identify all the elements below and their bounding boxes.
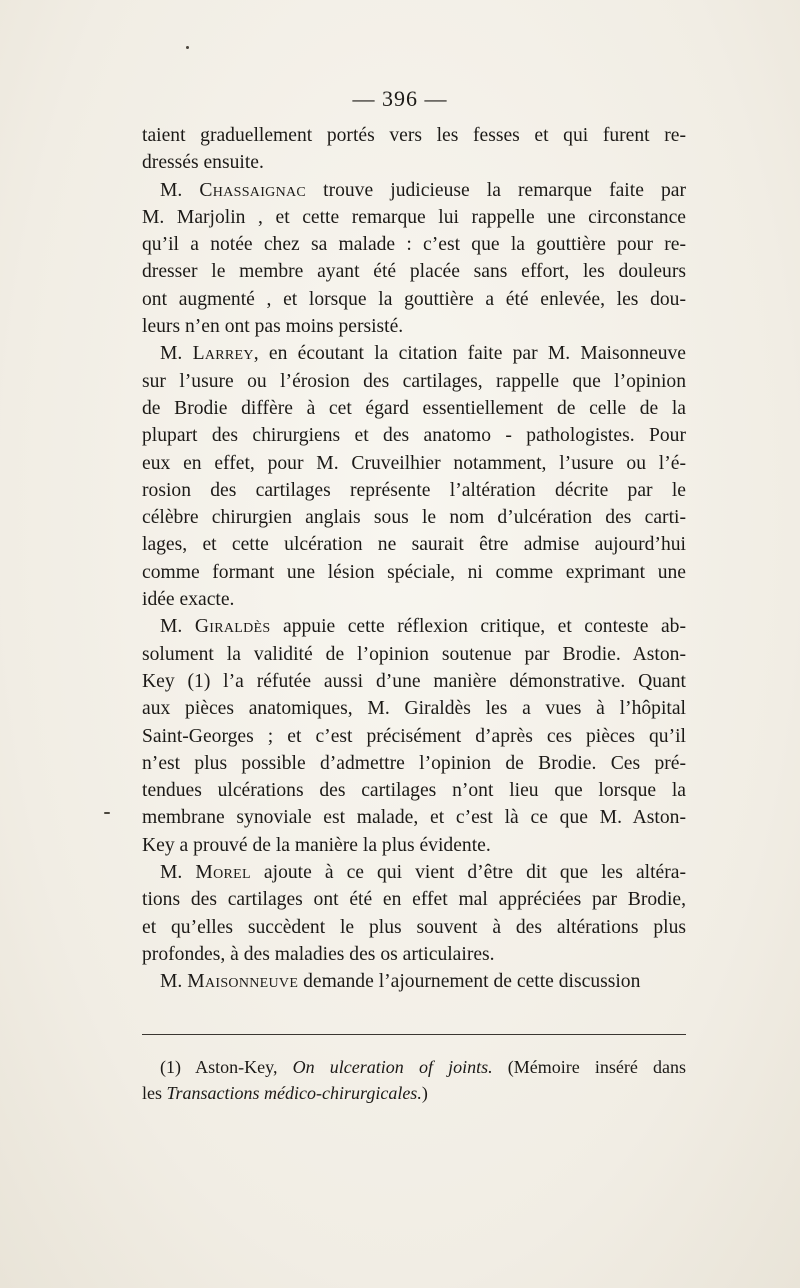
footnote-divider [142,1034,686,1035]
paper-speck [104,812,110,814]
text-line: aux pièces anatomiques, M. Giraldès les a vues à l’hôpital [142,698,686,720]
footnote-line [142,1054,686,1080]
text-line: Saint-Georges ; et c’est précisément d’après ces pièces qu’il [142,725,686,747]
paragraph-first-line [142,968,686,995]
paper-speck [186,46,189,49]
paragraph-first-line [142,177,686,204]
speaker-name: Larrey [192,343,254,365]
speaker-name: Chassaignac [199,179,307,201]
text-line: taient graduellement portés vers les fesses et qui furent re- [142,125,686,146]
footnote-title: On ulceration of joints. [292,1057,493,1077]
footnote-journal: Transactions médico-chirurgicales. [166,1083,422,1103]
text-line: Key a prouvé de la manière la plus évidente. [142,834,491,856]
footnote [142,1054,686,1106]
speaker-name: Giraldès [194,616,271,638]
paragraph-first-line [142,859,686,886]
speaker-prefix: M. [160,343,183,365]
text-line: rosion des cartilages représente l’altération décrite par le [142,479,686,501]
text-fragment: ajoute à ce qui vient d’être dit que les altéra- [250,862,686,884]
speaker-prefix: M. [160,616,183,638]
text-line: ont augmenté , et lorsque la gouttière a été enlevée, les dou- [142,288,686,310]
text-line: idée exacte. [142,589,235,611]
speaker-prefix: M. [160,179,183,201]
text-line: comme formant une lésion spéciale, ni comme exprimant une [142,561,686,583]
text-fragment: , en écoutant la citation faite par M. Maisonneuve [253,343,686,365]
text-line: leurs n’en ont pas moins persisté. [142,316,404,338]
body-text [142,122,686,996]
text-line: dressés ensuite. [142,152,264,174]
text-line: plupart des chirurgiens et des anatomo - pathologistes. Pour [142,425,686,447]
text-fragment: trouve judicieuse la remarque faite par [306,179,686,201]
footnote-text: les [142,1083,162,1103]
speaker-name: Maisonneuve [187,971,299,993]
text-line: de Brodie diffère à cet égard essentiellement de celle de la [142,397,686,419]
text-line: lages, et cette ulcération ne saurait être admise aujourd’hui [142,534,686,556]
text-line: Key (1) l’a réfutée aussi d’une manière démonstrative. Quant [142,670,686,692]
text-fragment: appuie cette réflexion critique, et conteste ab- [270,616,686,638]
text-line: et qu’elles succèdent le plus souvent à des altérations plus [142,916,686,938]
speaker-name: Morel [195,862,251,884]
text-line: eux en effet, pour M. Cruveilhier notamment, l’usure ou l’é- [142,452,686,474]
text-line: solument la validité de l’opinion soutenue par Brodie. Aston- [142,643,686,665]
text-line: qu’il a notée chez sa malade : c’est que la gouttière pour re- [142,234,686,256]
text-line: M. Marjolin , et cette remarque lui rappelle une circonstance [142,206,686,228]
page-number: — 396 — [352,86,448,111]
paragraph-first-line [142,613,686,640]
text-line: profondes, à des maladies des os articulaires. [142,943,495,965]
text-line: célèbre chirurgien anglais sous le nom d’ulcération des carti- [142,507,686,529]
footnote-text: ) [421,1083,428,1103]
text-fragment: demande l’ajournement de cette discussion [298,971,641,993]
footnote-author: Aston-Key, [195,1057,278,1077]
text-line: membrane synoviale est malade, et c’est là ce que M. Aston- [142,807,686,829]
footnote-marker: (1) [160,1057,181,1077]
footnote-text: (Mémoire inséré dans [507,1057,687,1077]
text-line: sur l’usure ou l’érosion des cartilages, rappelle que l’opinion [142,370,686,392]
footnote-line [142,1080,686,1106]
text-line: tions des cartilages ont été en effet mal appréciées par Brodie, [142,889,686,911]
speaker-prefix: M. [160,971,183,993]
text-line: dresser le membre ayant été placée sans effort, les douleurs [142,261,686,283]
speaker-prefix: M. [160,862,183,884]
paragraph-first-line [142,340,686,367]
text-line: n’est plus possible d’admettre l’opinion de Brodie. Ces pré- [142,752,686,774]
text-line: tendues ulcérations des cartilages n’ont lieu que lorsque la [142,780,686,802]
